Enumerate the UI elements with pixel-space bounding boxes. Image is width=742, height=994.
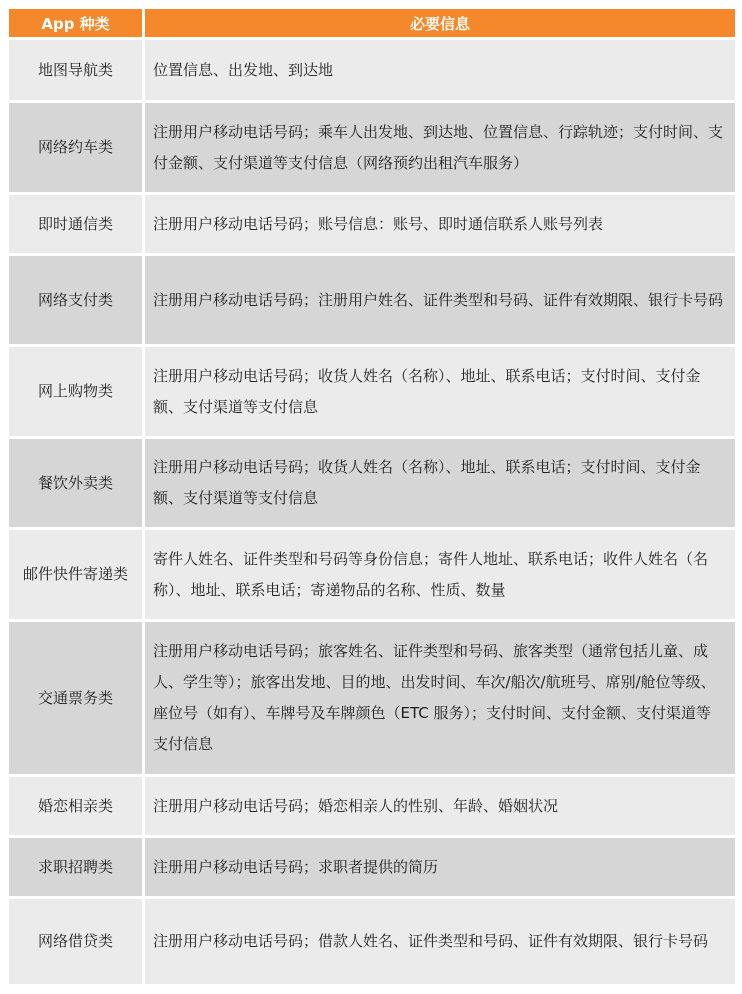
row-info: 注册用户移动电话号码；账号信息：账号、即时通信联系人账号列表 — [145, 195, 735, 253]
row-info: 注册用户移动电话号码；借款人姓名、证件类型和号码、证件有效期限、银行卡号码 — [145, 899, 735, 984]
row-type: 网络支付类 — [9, 256, 142, 344]
row-info: 注册用户移动电话号码；收货人姓名（名称）、地址、联系电话；支付时间、支付金额、支付渠道等支付信息 — [145, 439, 735, 527]
row-info: 寄件人姓名、证件类型和号码等身份信息；寄件人地址、联系电话；收件人姓名（名称）、地址、联系电话；寄递物品的名称、性质、数量 — [145, 530, 735, 619]
row-type: 即时通信类 — [9, 195, 142, 253]
row-type: 网上购物类 — [9, 347, 142, 436]
row-type: 求职招聘类 — [9, 838, 142, 896]
row-info: 注册用户移动电话号码；注册用户姓名、证件类型和号码、证件有效期限、银行卡号码 — [145, 256, 735, 344]
header-app-type: App 种类 — [9, 9, 142, 37]
row-info: 位置信息、出发地、到达地 — [145, 40, 735, 100]
row-type: 邮件快件寄递类 — [9, 530, 142, 619]
row-info: 注册用户移动电话号码；乘车人出发地、到达地、位置信息、行踪轨迹；支付时间、支付金额、支付渠道等支付信息（网络预约出租汽车服务） — [145, 103, 735, 192]
header-required-info: 必要信息 — [145, 9, 735, 37]
row-info: 注册用户移动电话号码；婚恋相亲人的性别、年龄、婚姻状况 — [145, 777, 735, 835]
row-info: 注册用户移动电话号码；旅客姓名、证件类型和号码、旅客类型（通常包括儿童、成人、学生等）；旅客出发地、目的地、出发时间、车次/船次/航班号、席别/舱位等级、座位号（如有）、车牌号及车牌颜色（ETC 服务）；支付时间、支付金额、支付渠道等支付信息 — [145, 622, 735, 774]
row-info: 注册用户移动电话号码；收货人姓名（名称）、地址、联系电话；支付时间、支付金额、支付渠道等支付信息 — [145, 347, 735, 436]
row-info: 注册用户移动电话号码；求职者提供的简历 — [145, 838, 735, 896]
row-type: 网络借贷类 — [9, 899, 142, 984]
row-type: 餐饮外卖类 — [9, 439, 142, 527]
row-type: 交通票务类 — [9, 622, 142, 774]
row-type: 婚恋相亲类 — [9, 777, 142, 835]
row-type: 网络约车类 — [9, 103, 142, 192]
row-type: 地图导航类 — [9, 40, 142, 100]
app-info-table — [9, 9, 735, 984]
